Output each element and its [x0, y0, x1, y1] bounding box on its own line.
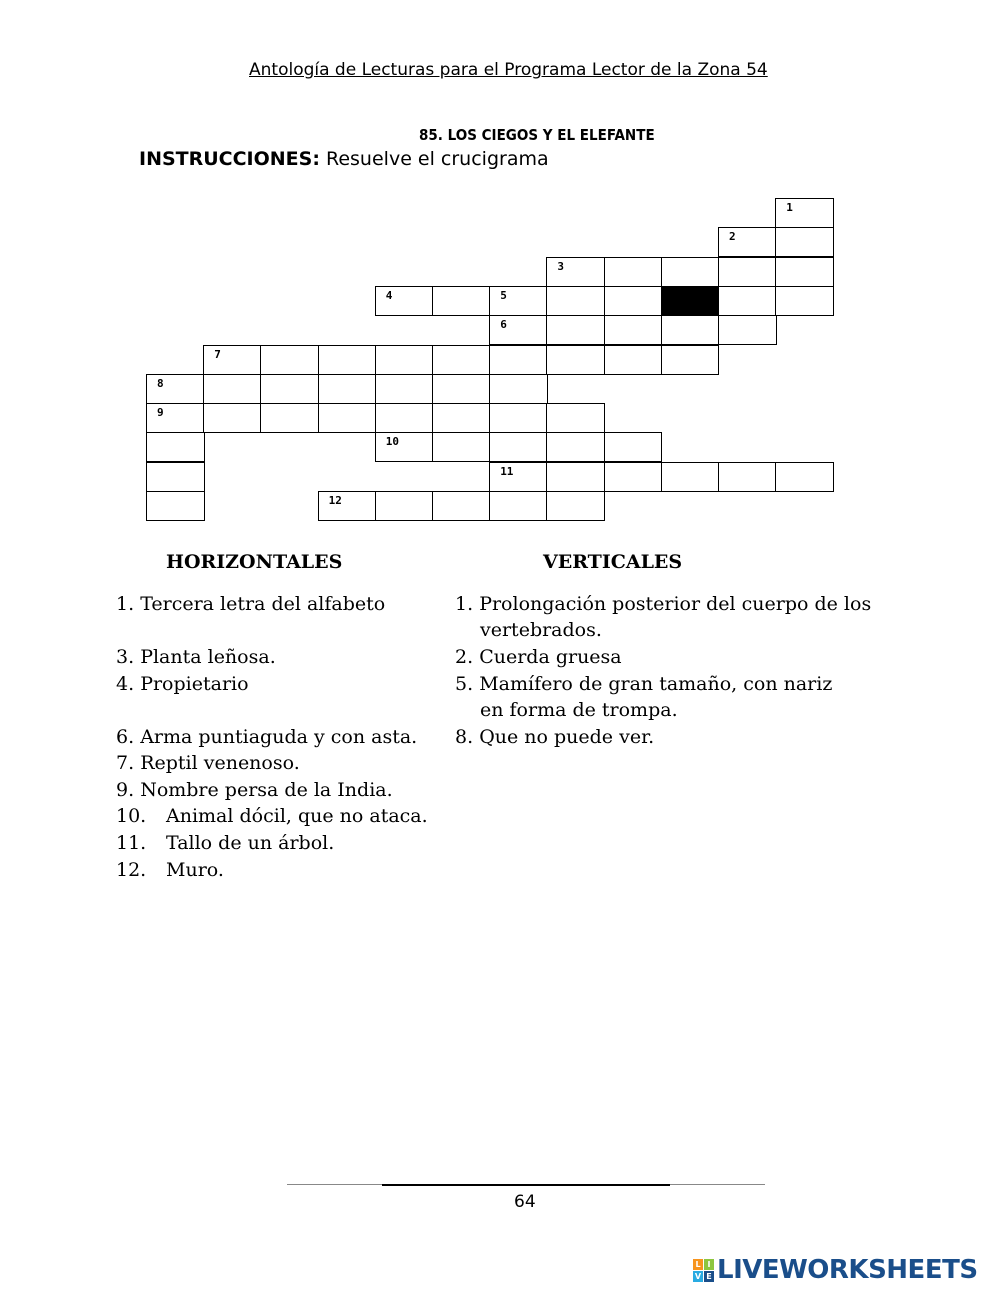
horizontales-heading: HORIZONTALES	[166, 551, 343, 573]
logo-text: LIVEWORKSHEETS	[717, 1255, 978, 1285]
logo-letter: E	[704, 1271, 714, 1282]
crossword-cell[interactable]	[489, 374, 548, 404]
clue-number: 2.	[455, 646, 474, 668]
crossword-cell[interactable]	[775, 198, 834, 228]
clue-number: 7.	[116, 752, 135, 774]
clue-number: 8.	[455, 726, 474, 748]
crossword-clue-number: 1	[786, 201, 793, 214]
crossword-clue-number: 7	[214, 347, 221, 361]
clue-h-11	[116, 830, 334, 856]
crossword-cell[interactable]	[546, 403, 605, 433]
crossword-cell[interactable]	[604, 345, 663, 375]
clue-number: 9.	[116, 779, 135, 801]
logo-letter: I	[704, 1259, 714, 1270]
footer-divider	[287, 1184, 765, 1185]
clue-h-3	[116, 644, 276, 670]
crossword-cell[interactable]	[318, 374, 377, 404]
clue-h-10	[116, 803, 428, 829]
crossword-cell[interactable]	[489, 345, 548, 375]
crossword-cell[interactable]	[546, 491, 605, 521]
crossword-cell[interactable]	[432, 286, 491, 316]
liveworksheets-logo	[693, 1255, 978, 1285]
crossword-black-cell	[661, 286, 720, 316]
crossword-cell[interactable]	[318, 345, 377, 375]
crossword-cell[interactable]	[203, 374, 262, 404]
crossword-clue-number: 2	[729, 230, 736, 244]
crossword-cell[interactable]	[432, 403, 491, 433]
clue-number: 1.	[455, 593, 474, 615]
crossword-clue-number: 8	[157, 376, 164, 390]
clue-text: Cuerda gruesa	[479, 646, 622, 668]
crossword-cell[interactable]	[604, 286, 663, 316]
crossword-clue-number: 9	[157, 406, 164, 420]
crossword-cell[interactable]	[604, 462, 663, 492]
instructions-label: INSTRUCCIONES:	[139, 148, 320, 170]
crossword-clue-number: 5	[500, 288, 507, 302]
crossword-cell[interactable]	[718, 286, 777, 316]
clue-v-1	[455, 591, 871, 617]
crossword-cell[interactable]	[718, 462, 777, 492]
clue-text: Mamífero de gran tamaño, con nariz	[479, 673, 833, 695]
clue-number: 10.	[116, 805, 147, 827]
crossword-cell[interactable]	[489, 432, 548, 462]
crossword-cell[interactable]	[489, 315, 548, 345]
crossword-cell[interactable]	[489, 491, 548, 521]
clue-number: 5.	[455, 673, 474, 695]
crossword-cell[interactable]	[546, 345, 605, 375]
crossword-cell[interactable]	[375, 374, 434, 404]
clue-h-9	[116, 777, 393, 803]
crossword-clue-number: 6	[500, 318, 507, 332]
clue-h-1	[116, 591, 385, 617]
crossword-cell[interactable]	[146, 491, 205, 521]
crossword-cell[interactable]	[546, 315, 605, 345]
crossword-cell[interactable]	[260, 374, 319, 404]
crossword-cell[interactable]	[260, 403, 319, 433]
crossword-clue-number: 12	[328, 494, 342, 507]
clue-h-4	[116, 671, 249, 697]
crossword-cell[interactable]	[604, 315, 663, 345]
crossword-cell[interactable]	[718, 227, 777, 257]
crossword-cell[interactable]	[489, 286, 548, 316]
crossword-cell[interactable]	[775, 462, 834, 492]
crossword-cell[interactable]	[375, 491, 434, 521]
verticales-heading: VERTICALES	[543, 551, 683, 573]
crossword-cell[interactable]	[146, 403, 205, 433]
crossword-cell[interactable]	[718, 257, 777, 287]
crossword-cell[interactable]	[375, 403, 434, 433]
crossword-clue-number: 3	[557, 259, 565, 273]
crossword-cell[interactable]	[546, 462, 605, 492]
crossword-cell[interactable]	[775, 227, 834, 257]
crossword-cell[interactable]	[489, 403, 548, 433]
crossword-cell[interactable]	[489, 462, 548, 492]
crossword-cell[interactable]	[203, 345, 262, 375]
crossword-cell[interactable]	[146, 374, 205, 404]
crossword-cell[interactable]	[432, 345, 491, 375]
crossword-cell[interactable]	[260, 345, 319, 375]
clue-v-5-cont: en forma de trompa.	[480, 699, 678, 721]
crossword-clue-number: 4	[385, 288, 393, 302]
crossword-cell[interactable]	[146, 432, 205, 462]
instructions	[139, 148, 549, 170]
crossword-cell[interactable]	[546, 432, 605, 462]
clue-number: 4.	[116, 673, 135, 695]
crossword-clue-number: 10	[385, 435, 400, 449]
clue-text: Arma puntiaguda y con asta.	[140, 726, 418, 748]
clue-text: Reptil venenoso.	[140, 752, 300, 774]
logo-letter: L	[693, 1259, 703, 1270]
crossword-cell[interactable]	[432, 432, 491, 462]
clue-number: 12.	[116, 859, 147, 881]
clue-text: Tallo de un árbol.	[166, 832, 335, 854]
clue-number: 3.	[116, 646, 135, 668]
logo-letter: V	[694, 1271, 702, 1281]
worksheet-title: 85. LOS CIEGOS Y EL ELEFANTE	[419, 126, 655, 144]
clue-text: Tercera letra del alfabeto	[140, 593, 386, 615]
clue-v-2	[455, 644, 622, 670]
crossword-cell[interactable]	[375, 432, 434, 462]
clue-number: 11.	[116, 832, 147, 854]
clue-text: Animal dócil, que no ataca.	[166, 805, 428, 827]
clue-h-12	[116, 857, 224, 883]
liveworksheets-logo-icon	[693, 1259, 714, 1282]
clue-v-5	[455, 671, 832, 697]
clue-h-7	[116, 750, 300, 776]
crossword-cell[interactable]	[661, 462, 720, 492]
crossword-cell[interactable]	[546, 286, 605, 316]
crossword-cell[interactable]	[775, 286, 834, 316]
crossword-cell[interactable]	[546, 257, 605, 287]
clue-text: Muro.	[166, 859, 224, 881]
clue-h-6	[116, 724, 417, 750]
clue-v-8	[455, 724, 654, 750]
clue-text: Propietario	[140, 673, 249, 695]
crossword-cell[interactable]	[661, 345, 720, 375]
clue-text: Que no puede ver.	[479, 726, 655, 748]
crossword-cell[interactable]	[318, 403, 377, 433]
crossword-cell[interactable]	[432, 491, 491, 521]
crossword-cell[interactable]	[432, 374, 491, 404]
crossword-cell[interactable]	[318, 491, 377, 521]
crossword-cell[interactable]	[718, 315, 777, 345]
crossword-cell[interactable]	[661, 257, 720, 287]
crossword-cell[interactable]	[203, 403, 262, 433]
crossword-cell[interactable]	[661, 315, 720, 345]
crossword-cell[interactable]	[375, 286, 434, 316]
clue-text: Prolongación posterior del cuerpo de los	[479, 593, 872, 615]
clue-v-1-cont: vertebrados.	[480, 619, 602, 641]
crossword-cell[interactable]	[604, 432, 663, 462]
crossword-clue-number: 11	[500, 464, 514, 478]
page-header: Antología de Lecturas para el Programa Lector de la Zona 54	[249, 60, 768, 80]
clue-number: 6.	[116, 726, 135, 748]
page-number: 64	[514, 1192, 536, 1212]
crossword-cell[interactable]	[375, 345, 434, 375]
clue-text: Nombre persa de la India.	[140, 779, 393, 801]
clue-number: 1.	[116, 593, 135, 615]
crossword-cell[interactable]	[604, 257, 663, 287]
clue-text: Planta leñosa.	[140, 646, 276, 668]
crossword-cell[interactable]	[146, 462, 205, 492]
instructions-text: Resuelve el crucigrama	[326, 148, 549, 170]
crossword-cell[interactable]	[775, 257, 834, 287]
